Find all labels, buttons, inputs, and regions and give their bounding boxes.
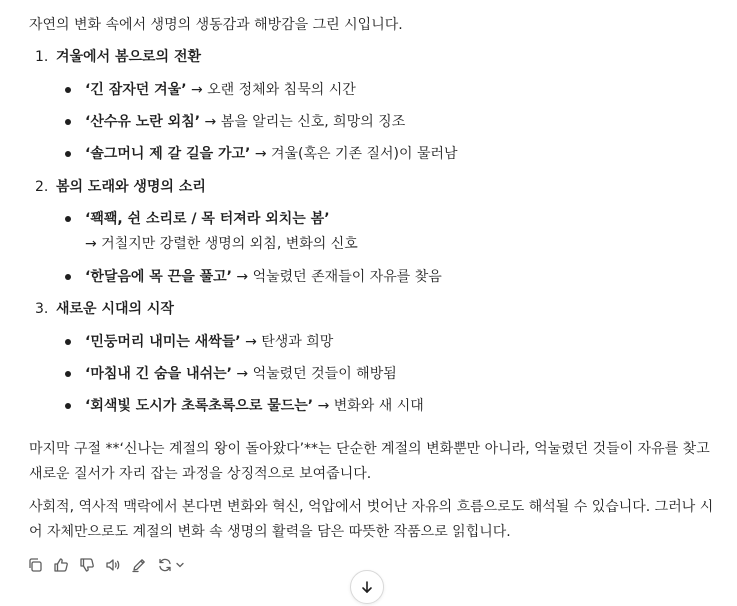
section-title: 새로운 시대의 시작 <box>56 301 174 317</box>
desc-text: → 오랜 정체와 침묵의 시간 <box>186 82 356 98</box>
section-number: 3. <box>35 301 49 317</box>
bullet-dot <box>65 119 71 125</box>
quote-text: ‘마침내 긴 숨을 내쉬는’ <box>85 366 232 382</box>
bullet-dot <box>65 403 71 409</box>
quote-text: ‘꽥꽥, 쉰 소리로 / 목 터져라 외치는 봄’ <box>85 211 330 227</box>
thumbs-up-icon <box>53 557 69 573</box>
scroll-to-bottom-button[interactable] <box>350 570 384 604</box>
desc-text: → 탄생과 희망 <box>240 334 334 350</box>
desc-text: → 겨울(혹은 기존 질서)이 물러남 <box>250 146 458 162</box>
list-item <box>85 267 442 287</box>
section-number: 1. <box>35 49 49 65</box>
quote-text: ‘솔그머니 제 갈 길을 가고’ <box>85 146 251 162</box>
regenerate-icon <box>157 557 173 573</box>
quote-text: ‘긴 잠자던 겨울’ <box>85 82 187 98</box>
thumbs-down-icon <box>79 557 95 573</box>
desc-text: → 변화와 새 시대 <box>313 398 424 414</box>
good-response-button[interactable] <box>53 557 69 573</box>
bullet-dot <box>65 216 71 222</box>
copy-icon <box>27 557 43 573</box>
edit-button[interactable] <box>131 557 147 573</box>
bad-response-button[interactable] <box>79 557 95 573</box>
intro-text: 자연의 변화 속에서 생명의 생동감과 해방감을 그린 시입니다. <box>29 17 403 33</box>
bullet-dot <box>65 274 71 280</box>
regenerate-button[interactable] <box>157 557 185 573</box>
bullet-dot <box>65 151 71 157</box>
arrow-down-icon <box>360 580 374 594</box>
bullet-dot <box>65 339 71 345</box>
quote-text: ‘민둥머리 내미는 새싹들’ <box>85 334 241 350</box>
list-item <box>85 364 397 384</box>
copy-button[interactable] <box>27 557 43 573</box>
quote-text: ‘한달음에 목 끈을 풀고’ <box>85 269 232 285</box>
bullet-dot <box>65 371 71 377</box>
section-number: 2. <box>35 179 49 195</box>
desc-text: → 봄을 알리는 신호, 희망의 징조 <box>200 114 406 130</box>
interpretation-paragraph: 사회적, 역사적 맥락에서 본다면 변화와 혁신, 억압에서 벗어난 자유의 흐름으로도 해석될 수 있습니다. 그러나 시어 자체만으로도 계절의 변화 속 생명의 활력을 담은 따뜻한 작품으로 읽힙니다. <box>29 499 714 540</box>
section-title: 봄의 도래와 생명의 소리 <box>56 179 206 195</box>
edit-icon <box>131 557 147 573</box>
speaker-icon <box>105 557 121 573</box>
list-item <box>85 396 424 416</box>
list-item <box>85 144 458 164</box>
quote-text: ‘회색빛 도시가 초록초록으로 물드는’ <box>85 398 314 414</box>
list-item <box>85 209 330 229</box>
list-item-continuation: → 거칠지만 강렬한 생명의 외침, 변화의 신호 <box>85 236 358 252</box>
section-title: 겨울에서 봄으로의 전환 <box>56 49 201 65</box>
read-aloud-button[interactable] <box>105 557 121 573</box>
list-item <box>85 332 333 352</box>
list-item <box>85 112 405 132</box>
list-item <box>85 80 356 100</box>
chevron-down-icon <box>175 560 185 570</box>
quote-text: ‘산수유 노란 외침’ <box>85 114 201 130</box>
closing-paragraph: 마지막 구절 **‘신나는 계절의 왕이 돌아왔다’**는 단순한 계절의 변화뿐만 아니라, 억눌렸던 것들이 자유를 찾고 새로운 질서가 자리 잡는 과정을 상징적으로 보여줍니다. <box>29 441 710 482</box>
desc-text: → 억눌렸던 존재들이 자유를 찾음 <box>231 269 442 285</box>
bullet-dot <box>65 87 71 93</box>
message-actions-toolbar <box>27 555 185 575</box>
desc-text: → 억눌렸던 것들이 해방됨 <box>231 366 397 382</box>
